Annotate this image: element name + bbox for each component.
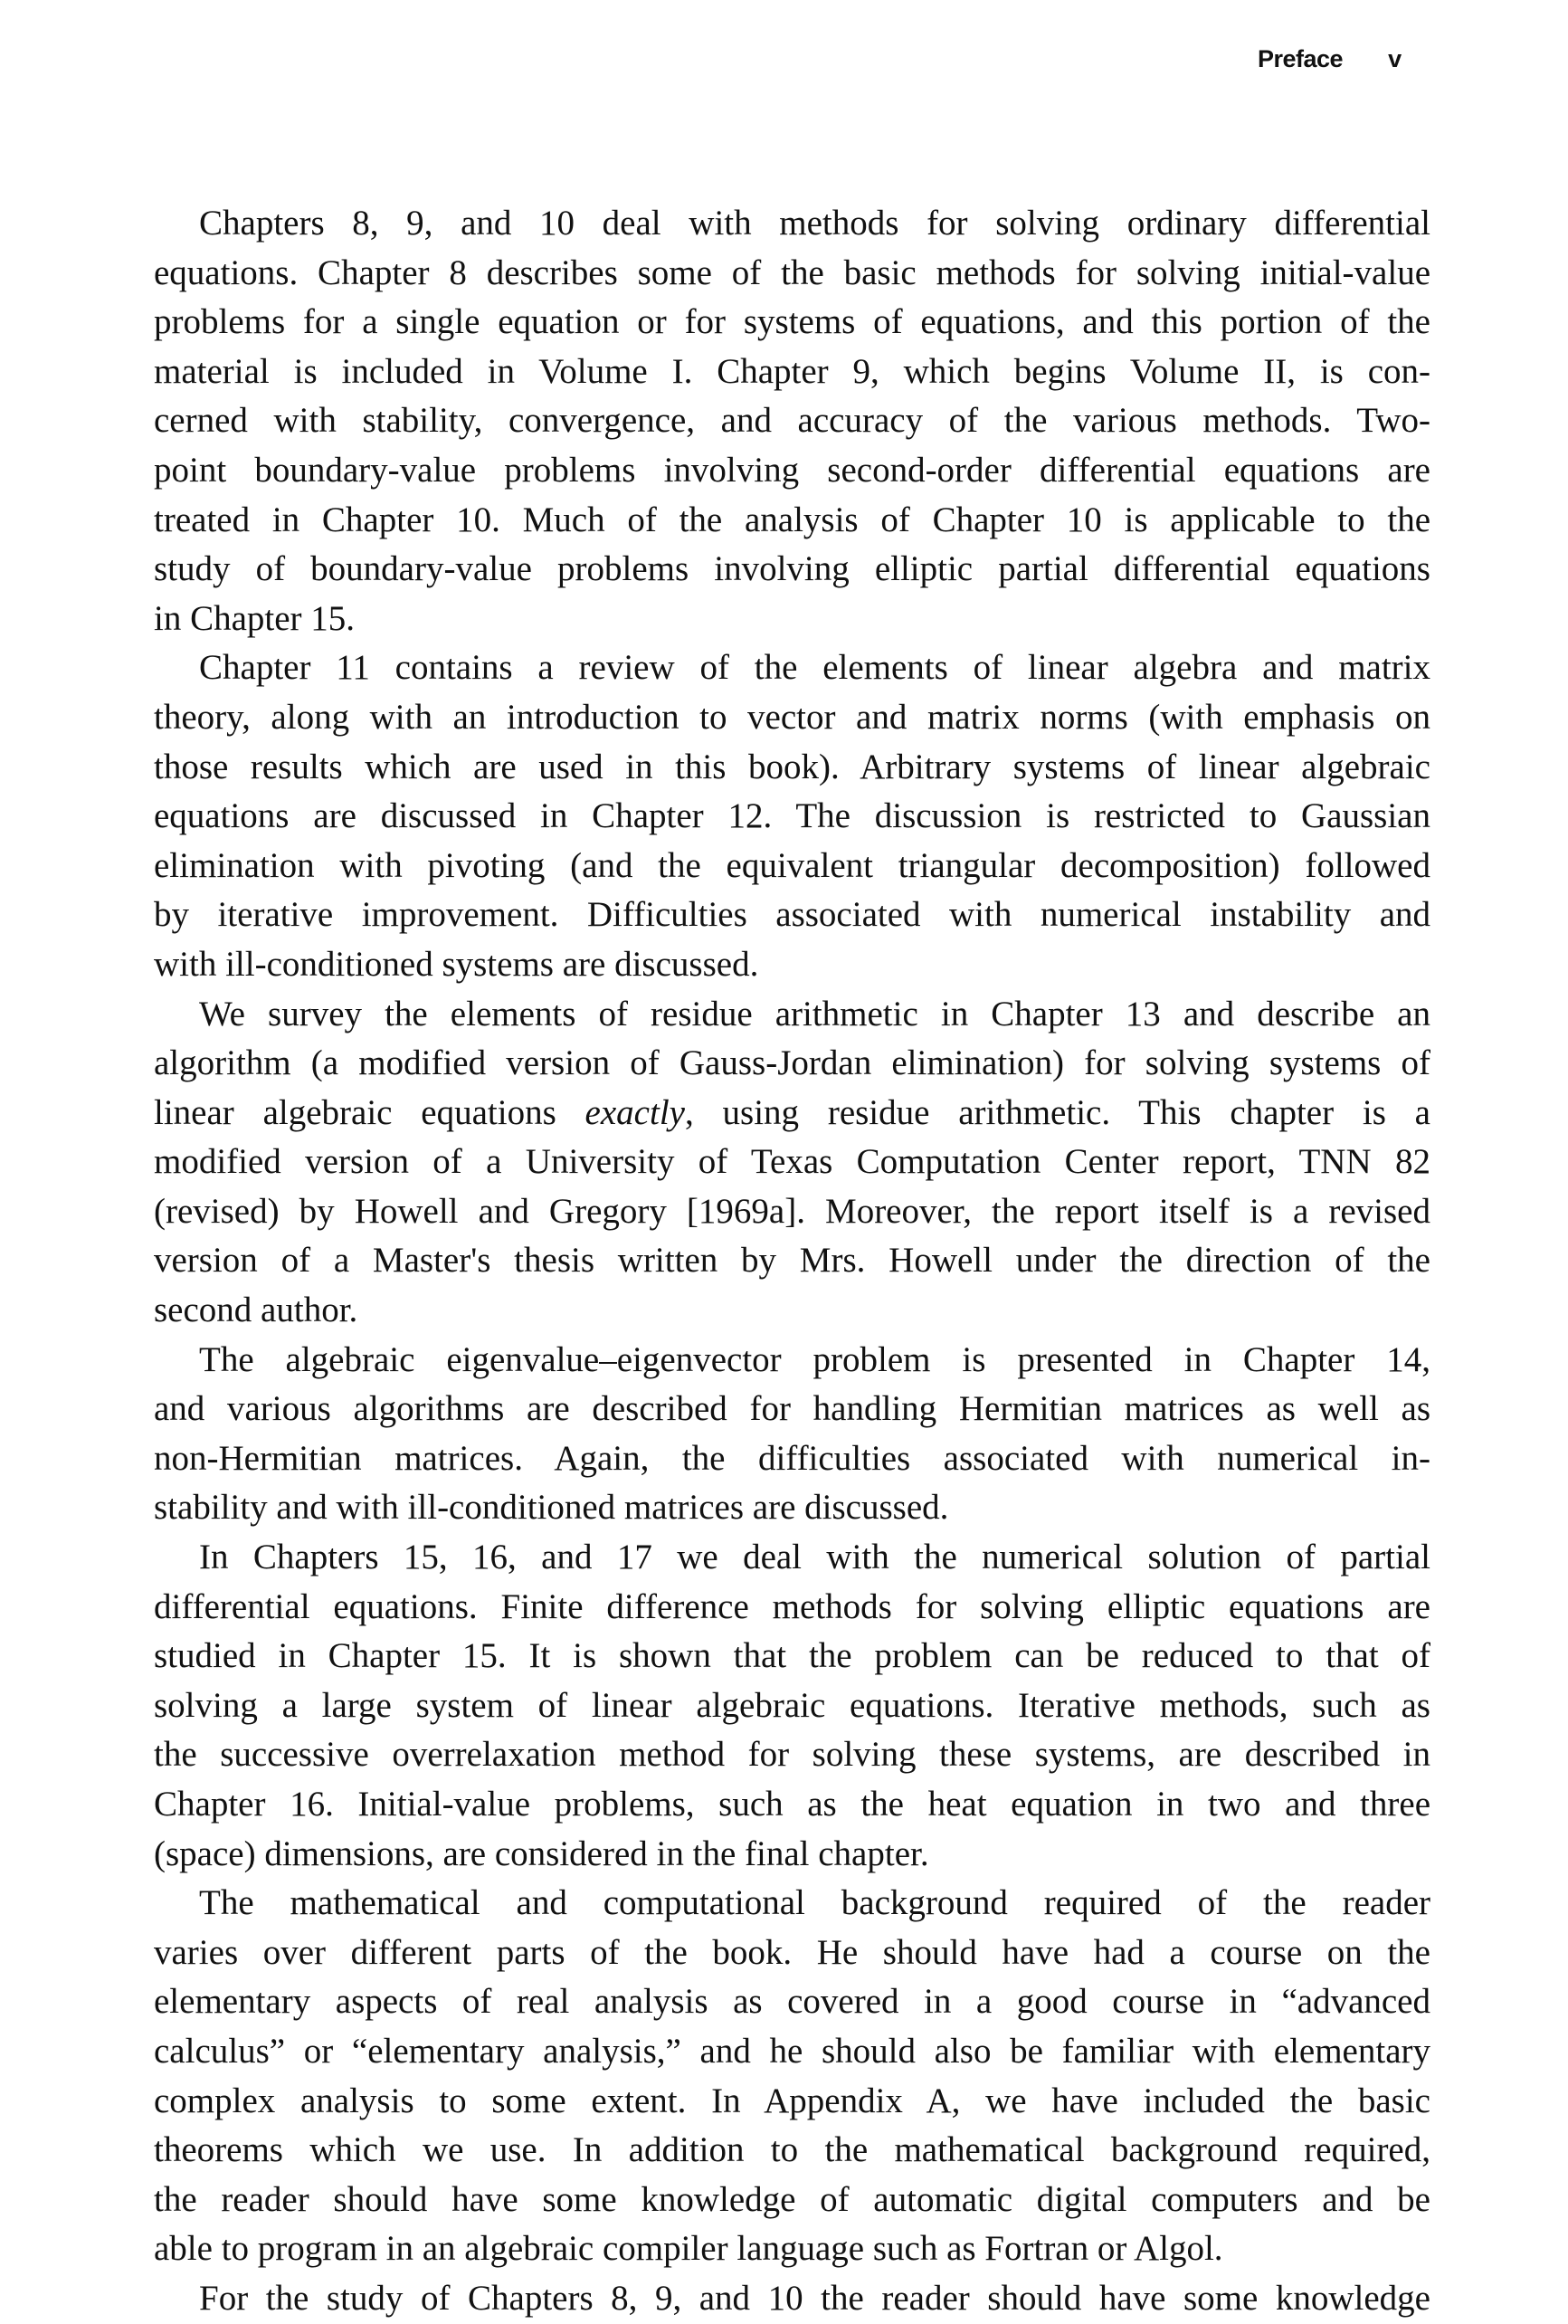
- text-line: able to program in an algebraic compiler language such as Fortran or Algol.: [154, 2229, 1223, 2269]
- text-line: and various algorithms are described for handling Hermitian matrices as well as: [154, 1389, 1430, 1429]
- text-line: second author.: [154, 1291, 358, 1330]
- text-line: material is included in Volume I. Chapter 9, which begins Volume II, is con-: [154, 351, 1430, 391]
- paragraph: [154, 199, 1430, 643]
- text-line: study of boundary-value problems involving elliptic partial differential equations: [154, 549, 1430, 589]
- text-line: treated in Chapter 10. Much of the analysis of Chapter 10 is applicable to the: [154, 500, 1430, 539]
- text-line: theorems which we use. In addition to the mathematical background required,: [154, 2130, 1430, 2170]
- preface-body: [154, 199, 1430, 2324]
- paragraph: [154, 990, 1430, 1336]
- text-line: complex analysis to some extent. In Appendix A, we have included the basic: [154, 2081, 1430, 2120]
- text-line: (space) dimensions, are considered in the final chapter.: [154, 1833, 929, 1873]
- text-line: point boundary-value problems involving second-order differential equations are: [154, 450, 1430, 490]
- text-line: non-Hermitian matrices. Again, the difficulties associated with numerical in-: [154, 1438, 1430, 1478]
- text-line: the reader should have some knowledge of automatic digital computers and be: [154, 2179, 1430, 2219]
- paragraph: [154, 2274, 1430, 2324]
- text-line: problems for a single equation or for systems of equations, and this portion of the: [154, 302, 1430, 342]
- text-line: equations are discussed in Chapter 12. The discussion is restricted to Gaussian: [154, 796, 1430, 836]
- text-line: [154, 1089, 1430, 1138]
- text-line: The algebraic eigenvalue–eigenvector problem is presented in Chapter 14,: [199, 1339, 1430, 1379]
- text-line: For the study of Chapters 8, 9, and 10 the reader should have some knowledge: [199, 2278, 1430, 2318]
- text-line: Chapters 8, 9, and 10 deal with methods for solving ordinary differential: [199, 204, 1430, 243]
- text-segment: linear algebraic equations: [154, 1092, 585, 1132]
- text-line: Chapter 11 contains a review of the elements of linear algebra and matrix: [199, 648, 1430, 688]
- text-line: equations. Chapter 8 describes some of the basic methods for solving initial-value: [154, 252, 1430, 292]
- text-line: by iterative improvement. Difficulties associated with numerical instability and: [154, 895, 1430, 935]
- page-number: v: [1388, 45, 1402, 72]
- text-line: modified version of a University of Texas Computation Center report, TNN 82: [154, 1142, 1430, 1182]
- text-segment: , using residue arithmetic. This chapter is a: [684, 1092, 1430, 1132]
- text-line: algorithm (a modified version of Gauss-Jordan elimination) for solving systems of: [154, 1043, 1430, 1083]
- text-line: differential equations. Finite difference methods for solving elliptic equations are: [154, 1586, 1430, 1626]
- text-line: version of a Master's thesis written by Mrs. Howell under the direction of the: [154, 1241, 1430, 1281]
- text-line: theory, along with an introduction to vector and matrix norms (with emphasis on: [154, 697, 1430, 737]
- emphasis-text: exactly: [584, 1092, 685, 1132]
- running-header: [1258, 45, 1402, 73]
- paragraph: [154, 1336, 1430, 1533]
- text-line: with ill-conditioned systems are discussed.: [154, 944, 759, 984]
- text-line: in Chapter 15.: [154, 598, 356, 638]
- text-line: cerned with stability, convergence, and accuracy of the various methods. Two-: [154, 401, 1430, 441]
- text-line: elimination with pivoting (and the equivalent triangular decomposition) followed: [154, 845, 1430, 885]
- text-line: solving a large system of linear algebraic equations. Iterative methods, such as: [154, 1685, 1430, 1725]
- text-line: varies over different parts of the book. He should have had a course on the: [154, 1932, 1430, 1972]
- paragraph: [154, 643, 1430, 989]
- text-line: those results which are used in this book). Arbitrary systems of linear algebraic: [154, 747, 1430, 786]
- text-line: stability and with ill-conditioned matrices are discussed.: [154, 1488, 949, 1528]
- text-line: In Chapters 15, 16, and 17 we deal with the numerical solution of partial: [199, 1538, 1430, 1577]
- paragraph: [154, 1879, 1430, 2274]
- text-line: calculus” or “elementary analysis,” and he should also be familiar with elementary: [154, 2031, 1430, 2071]
- text-line: The mathematical and computational background required of the reader: [199, 1883, 1430, 1923]
- header-title: Preface: [1258, 45, 1344, 72]
- text-line: Chapter 16. Initial-value problems, such as the heat equation in two and three: [154, 1785, 1430, 1824]
- text-line: studied in Chapter 15. It is shown that the problem can be reduced to that of: [154, 1636, 1430, 1676]
- text-line: the successive overrelaxation method for solving these systems, are described in: [154, 1735, 1430, 1775]
- text-line: elementary aspects of real analysis as covered in a good course in “advanced: [154, 1982, 1430, 2022]
- text-line: We survey the elements of residue arithmetic in Chapter 13 and describe an: [199, 994, 1430, 1033]
- text-line: (revised) by Howell and Gregory [1969a]. Moreover, the report itself is a revised: [154, 1191, 1430, 1231]
- paragraph: [154, 1533, 1430, 1879]
